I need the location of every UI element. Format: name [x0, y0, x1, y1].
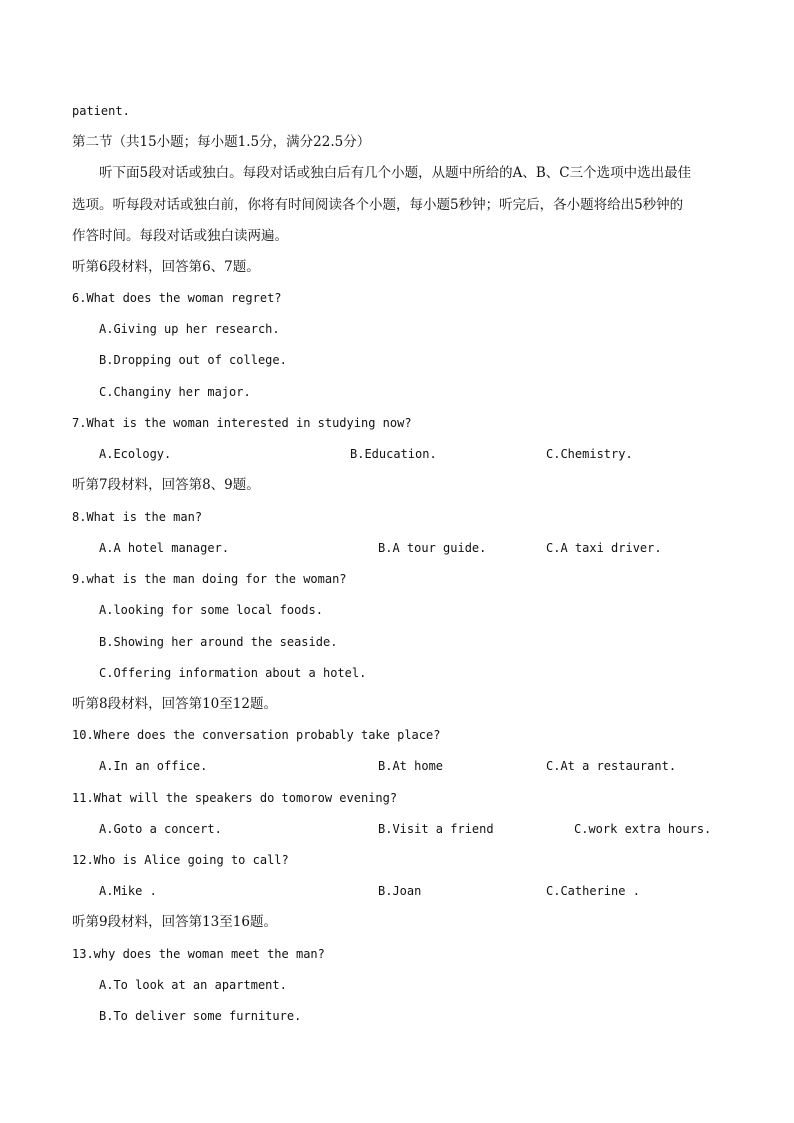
question-10-stem: 10.Where does the conversation probably take place?: [72, 728, 441, 742]
question-9-option-a: A.looking for some local foods.: [99, 603, 323, 617]
question-6-option-a: A.Giving up her research.: [99, 322, 280, 336]
question-10-option-b: B.At home: [378, 759, 444, 773]
question-8-stem: 8.What is the man?: [72, 510, 203, 524]
instructions-line-1: 听下面5段对话或独白。每段对话或独白后有几个小题，从题中所给的A、B、C三个选项中选出最佳: [99, 165, 692, 181]
question-8-option-a: A.A hotel manager.: [99, 541, 230, 555]
group-8-heading: 听第8段材料，回答第10至12题。: [72, 696, 277, 712]
question-7-option-c: C.Chemistry.: [546, 447, 633, 461]
question-12-option-c: C.Catherine .: [546, 884, 640, 898]
question-10-option-a: A.In an office.: [99, 759, 208, 773]
question-9-stem: 9.what is the man doing for the woman?: [72, 572, 347, 586]
section-title: 第二节（共15小题；每小题1.5分，满分22.5分）: [72, 134, 371, 150]
question-11-option-c: C.work extra hours.: [574, 822, 712, 836]
question-12-option-b: B.Joan: [378, 884, 422, 898]
group-7-heading: 听第7段材料，回答第8、9题。: [72, 477, 260, 493]
question-7-option-b: B.Education.: [350, 447, 437, 461]
question-9-option-b: B.Showing her around the seaside.: [99, 635, 338, 649]
question-13-stem: 13.why does the woman meet the man?: [72, 947, 325, 961]
question-7-option-a: A.Ecology.: [99, 447, 172, 461]
question-12-option-a: A.Mike .: [99, 884, 157, 898]
question-9-option-c: C.Offering information about a hotel.: [99, 666, 367, 680]
question-13-option-b: B.To deliver some furniture.: [99, 1009, 302, 1023]
question-8-option-b: B.A tour guide.: [378, 541, 487, 555]
question-12-stem: 12.Who is Alice going to call?: [72, 853, 289, 867]
question-6-option-b: B.Dropping out of college.: [99, 353, 287, 367]
question-7-stem: 7.What is the woman interested in studying now?: [72, 416, 412, 430]
group-9-heading: 听第9段材料，回答第13至16题。: [72, 914, 277, 930]
question-6-option-c: C.Changiny her major.: [99, 385, 251, 399]
group-6-heading: 听第6段材料，回答第6、7题。: [72, 259, 260, 275]
question-10-option-c: C.At a restaurant.: [546, 759, 677, 773]
question-6-stem: 6.What does the woman regret?: [72, 291, 282, 305]
question-11-option-b: B.Visit a friend: [378, 822, 494, 836]
carry-over-text: patient.: [72, 104, 130, 118]
question-8-option-c: C.A taxi driver.: [546, 541, 662, 555]
question-11-option-a: A.Goto a concert.: [99, 822, 222, 836]
instructions-line-3: 作答时间。每段对话或独白读两遍。: [72, 228, 288, 244]
question-11-stem: 11.What will the speakers do tomorow evening?: [72, 791, 398, 805]
question-13-option-a: A.To look at an apartment.: [99, 978, 287, 992]
instructions-line-2: 选项。听每段对话或独白前，你将有时间阅读各个小题，每小题5秒钟；听完后，各小题将给出5秒钟的: [72, 197, 684, 213]
